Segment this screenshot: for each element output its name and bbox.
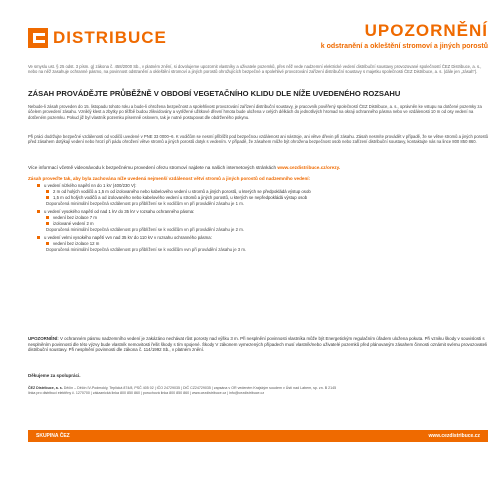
- footer-info: [28, 386, 488, 396]
- info-line: [28, 165, 488, 170]
- rules-block: [28, 176, 488, 253]
- bullet-icon: [46, 190, 49, 193]
- footer-bar: [28, 430, 488, 442]
- rule-group-title: u vedení nízkého napětí nn do 1 kV (400/230 V):: [37, 183, 488, 189]
- rule-group-title: u vedení velmi vysokého napětí vvn nad 35 kV do 110 kV v rozsahu ochranného pásma:: [37, 235, 488, 241]
- thanks-text: Děkujeme za spolupráci.: [28, 373, 81, 378]
- notice-page: [28, 8, 488, 494]
- rule-group-vvn: [28, 235, 488, 253]
- footer-bar-group: SKUPINA ČEZ: [36, 433, 70, 439]
- rule-recommendation: Doporučená minimální bezpečná vzdálenost pro přiblížení se k vodičům vvn při provádění zásahu je 3 m.: [46, 247, 247, 252]
- footer-line-1: Děčín – Děčín IV-Podmokly, Teplická 874/8, PSČ 405 02 | IČO 24729035 | DIČ CZ24729035 | zapsána v OR vedeném Krajským soudem v Ústí nad Labem, sp. zn. B 2145: [63, 386, 337, 390]
- bullet-icon: [37, 184, 40, 187]
- bullet-icon: [46, 196, 49, 199]
- logo-text: DISTRIBUCE: [53, 28, 167, 47]
- bullet-icon: [46, 222, 49, 225]
- warning-label: UPOZORNĚNÍ:: [28, 336, 59, 341]
- bullet-icon: [37, 210, 40, 213]
- rule-group-title: u vedení vysokého napětí od nad 1 kV do 35 kV v rozsahu ochranného pásma:: [37, 209, 488, 215]
- rule-item: vedení bez izolace 12 m: [46, 241, 488, 247]
- footer-bar-url[interactable]: www.cezdistribuce.cz: [428, 433, 480, 439]
- warning-text: V ochranném pásmu nadzemního vedení je zakázáno nechávat růst porosty nad výšku 3 m. Při nesplnění povinnosti vlastníka může být Energetickým regulačním úřadem uložena pokuta. Při vzniku škody v souvislosti s nesplněním povinnosti dle této výzvy bude vlastník nemovitosti řešit škody s tím spojené. Škody V zákonem vymezených případech musí vlastník/nebo uživatelé pozemků před plánovaným zásahem činnosti oznámit svému provozovateli distribuční soustavy. Při nesplnění povinnosti dle zákona č. 114/1992 Sb., v platném znění.: [28, 336, 488, 353]
- section-heading: ZÁSAH PROVÁDĚJTE PRŮBĚŽNĚ V OBDOBÍ VEGETAČNÍHO KLIDU DLE NÍŽE UVEDENÉHO ROZSAHU: [28, 89, 401, 98]
- rule-recommendation: Doporučená minimální bezpečná vzdálenost pro přiblížení se k vodičům vn při provádění zásahu je 1 m.: [46, 201, 245, 206]
- notice-title: [321, 21, 488, 50]
- bullet-icon: [37, 236, 40, 239]
- cez-logo-icon: [28, 28, 48, 48]
- rule-recommendation: Doporučená minimální bezpečná vzdálenost pro přiblížení se k vodičům vn při provádění zásahu je 2 m.: [46, 227, 245, 232]
- paragraph-deadline: Nebude-li zásah proveden do 15. listopadu tohoto roku a bude-li ohrožena bezpečnost a spolehlivost provozování zařízení distribuční soustavy, je pracovník pověřený společností ČEZ Distribuce, a. s., oprávněn ke vstupu na dotčené pozemky za účelem provedení zásahu. Vzniklý klest a zbytky po těžbě budou zlikvidovány a vytěžené užitkové dřevní hmota bude uložena v celých délkách do jednotlivých hromad na okraji ochranného pásma nebo ve vzdálenosti 10 m od osy vedení na dotčeném pozemku. Pokud již byl vlastník pozemku písemně oslovem, tak je nutné postupovat dle obdrženého pokynu.: [28, 104, 482, 120]
- intro-paragraph: Ve smyslu ust. § 25 odst. 3 písm. g) zákona č. 458/2000 Sb., v platném znění, si dovolujeme upozornit vlastníky a uživatele pozemků, přes něž vede nadzemní elektrické vedení distribuční soustavy provozované společností ČEZ Distribuce, a. s., nebo na něž zasahuje ochranné pásmo, na povinnost odstranění a okleštění stromoví a jiných porostů ohrožujících bezpečné a spolehlivé provozování zařízení distribuční soustavy s majetku společnosti ČEZ Distribuce, a. s. (dále jen „zásah“).: [28, 64, 482, 75]
- title-sub: k odstranění a okleštění stromoví a jiných porostů: [320, 43, 488, 50]
- bullet-icon: [46, 216, 49, 219]
- footer-line-2: linka pro distribuci elektřiny č. 1270700 | zákaznická linka 800 850 860 | poruchová linka 800 850 860 | www.cezdistribuce.cz | info@cezdistribuce.cz: [28, 391, 265, 395]
- warning-paragraph: [28, 336, 488, 353]
- rules-title: Zásah proveďte tak, aby byla zachována níže uvedená nejmenší vzdálenost větví stromů a jiných porostů od nadzemního vedení:: [28, 176, 311, 181]
- company-logo: [28, 26, 167, 50]
- rule-group-nn: [28, 183, 488, 207]
- info-text: Více informací včetně videonávodu k bezpečnému provedení ořezu stromoví najdete na našich internetových stránkách: [28, 165, 277, 170]
- rule-group-vn: [28, 209, 488, 233]
- footer-company: ČEZ Distribuce, a. s.: [28, 386, 63, 390]
- rule-item: vedení bez izolace 7 m: [46, 215, 488, 221]
- rule-item: izolované vedení 2 m: [46, 221, 488, 227]
- info-link[interactable]: www.cezdistribuce.cz/orezy.: [277, 165, 341, 170]
- rule-item: 1,5 m od holých vodičů a od izolovaného nebo kabelového vedení u stromů a jiných porostů, u kterých se nepředpokládá výstup osob: [46, 195, 488, 201]
- bullet-icon: [46, 242, 49, 245]
- title-main: UPOZORNĚNÍ: [364, 21, 488, 40]
- paragraph-safety: Při práci dodržujte bezpečné vzdálenosti od vodičů uvedené v PNE 33 0000–6. K vodičům se nesmí přiblížit pod bezpečnou vzdálenost ani nástroje, ani větve dřevin při zásahu. Zásah nesmíte provádět v případě, že se větve stromů a jiných porostů před zásahem dotýkají vedení nebo hrozí při pádu ohrožení větve stromů a jiných porostů dotyk s vedením. V případě, že zásahem může být ohrožena bezpečnost osob nebo zařízení distribuční soustavy, kontaktujte nás na lince 800 850 860.: [28, 134, 488, 145]
- rule-item: 2 m od holých vodičů a 1,5 m od izolovaného nebo kabelového vedení u stromů a jiných porostů, u kterých se předpokládá výstup osob: [46, 189, 488, 195]
